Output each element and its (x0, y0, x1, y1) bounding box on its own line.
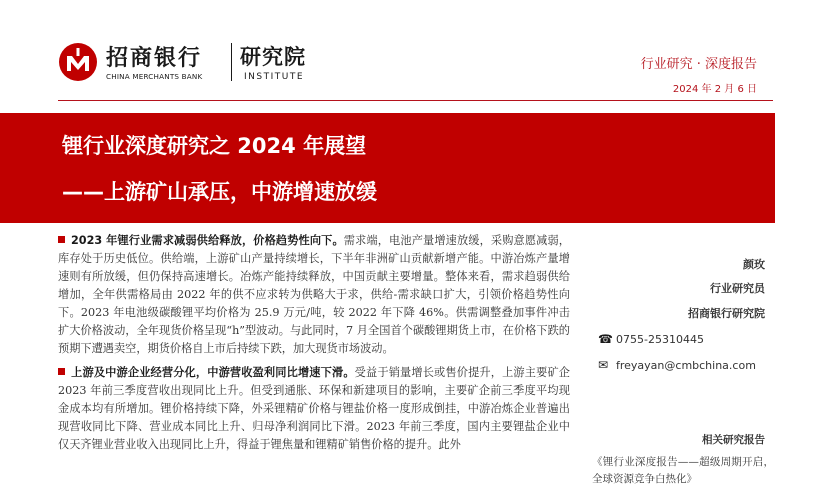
paragraph-text: 受益于销量增长或售价提升，上游主要矿企 2023 年前三季度营收出现同比上升。但受到通胀、环保和新建项目的影响，主要矿企前三季度平均现金成本均有所增加。锂价格持续下降，外采锂精矿价格与锂盐价格一度形成倒挂，中游冶炼企业普遍出现营收同比下降、营业成本同比上升、归母净利润同比下滑。2023 年前三季度，国内主要锂盐企业中仅天齐锂业营业收入出现同比上升，得益于锂焦量和锂精矿销售价格的提升。此外 (58, 366, 570, 451)
cmb-logo-icon (58, 42, 98, 82)
analyst-institution: 招商银行研究院 (688, 307, 765, 320)
paragraph-lead: 上游及中游企业经营分化，中游营收盈利同比增速下滑。 (71, 366, 355, 379)
paragraph-lead: 2023 年锂行业需求减弱供给释放，价格趋势性向下。 (71, 234, 344, 247)
phone-row (598, 332, 704, 346)
brand-name-cn: 招商银行 (106, 46, 203, 71)
brand-name-en: CHINA MERCHANTS BANK (106, 72, 203, 81)
related-research-heading: 相关研究报告 (702, 434, 765, 446)
summary-body (58, 232, 570, 460)
report-subtitle: ——上游矿山承压，中游增速放缓 (62, 180, 377, 204)
header-divider (58, 100, 773, 101)
envelope-icon: ✉ (598, 358, 609, 372)
institute-name-en: INSTITUTE (244, 72, 305, 82)
report-type: 行业研究 · 深度报告 (640, 57, 757, 72)
paragraph-text: 需求端，电池产量增速放缓，采购意愿减弱，库存处于历史低位。供给端，上游矿山产量持续增长，下半年非洲矿山贡献新增产能。中游冶炼产量增速则有所放缓，但仍保持高速增长。冶炼产能持续释放，中国贡献主要增量。整体来看，需求趋弱供给增加，全年供需格局由 2022 年的供不应求转为供略大于求，供给-需求缺口扩大，引领价格趋势性向下。2023 年电池级碳酸锂平均价格为 25.9 万元/吨，较 2022 年下降 46%。供需调整叠加事件冲击扩大价格波动，全年现货价格呈现“h”型波动。与此同时，7 月全国首个碳酸锂期货上市，在价格下跌的预期下遭遇卖空，期货价格自上市后持续下跌，加大现货市场波动。 (58, 234, 570, 355)
email-address[interactable]: freyayan@cmbchina.com (616, 359, 756, 372)
phone-number: 0755-25310445 (616, 333, 704, 346)
logo-divider (231, 43, 232, 81)
phone-icon: ☎ (598, 332, 613, 346)
summary-paragraph (58, 364, 570, 454)
report-date: 2024 年 2 月 6 日 (672, 84, 757, 95)
institute-name-cn: 研究院 (240, 45, 306, 69)
email-row (598, 358, 756, 372)
related-report-link[interactable]: 《锂行业深度报告——超级周期开启，全球资源竞争白热化》 (592, 456, 774, 485)
report-header (0, 0, 827, 112)
summary-paragraph (58, 232, 570, 358)
bullet-square-icon (58, 368, 65, 375)
bullet-square-icon (58, 236, 65, 243)
report-title: 锂行业深度研究之 2024 年展望 (62, 134, 367, 158)
analyst-title: 行业研究员 (710, 282, 765, 295)
analyst-name: 颜玫 (743, 258, 765, 271)
